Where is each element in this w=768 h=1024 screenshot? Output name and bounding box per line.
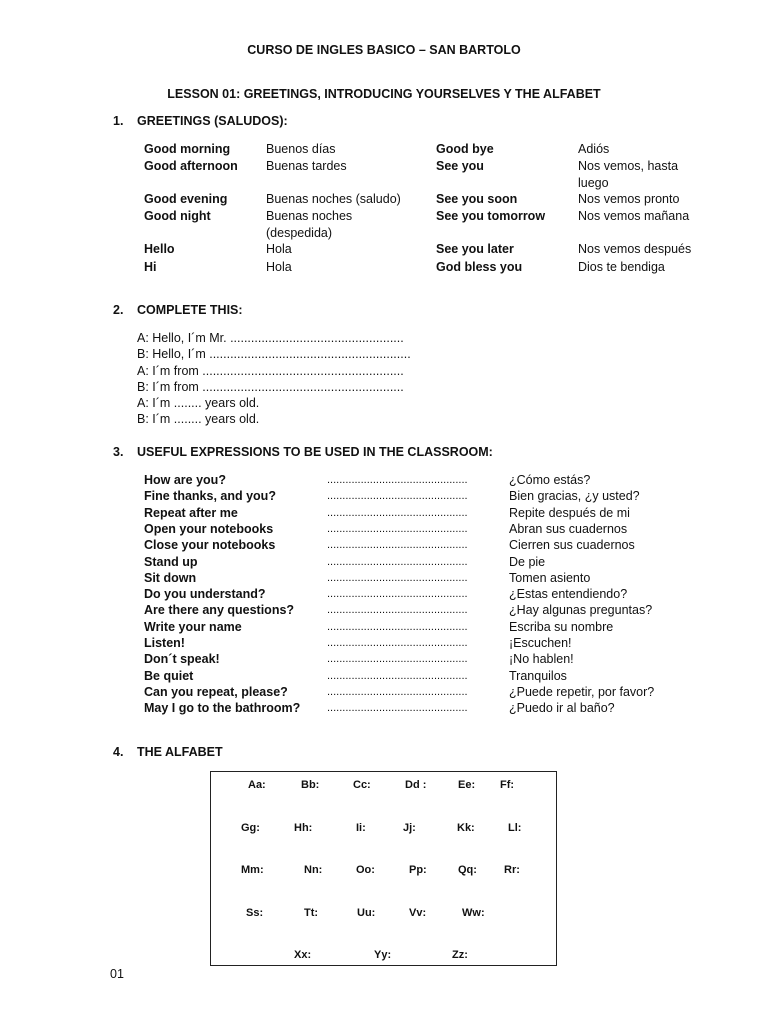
greeting-english: Hi xyxy=(144,260,157,274)
greeting-spanish: Buenas noches (despedida) xyxy=(266,209,353,240)
greeting-english: God bless you xyxy=(436,260,523,274)
exercise-line: A: I´m from .......................................................... xyxy=(137,363,404,378)
expression-dots: .............................................. xyxy=(327,555,468,568)
greeting-spanish: Adiós xyxy=(578,142,610,156)
alphabet-letter: Qq: xyxy=(458,864,477,876)
expression-dots: .............................................. xyxy=(327,539,468,552)
alphabet-letter: Bb: xyxy=(301,779,320,791)
expression-dots: .............................................. xyxy=(327,474,468,486)
expression-english: Close your notebooks xyxy=(144,538,276,553)
alphabet-letter: Yy: xyxy=(374,949,392,961)
exercise-line: B: I´m ........ years old. xyxy=(137,412,260,427)
greeting-spanish: Hola xyxy=(266,260,292,274)
greeting-spanish: Buenas tardes xyxy=(266,159,347,173)
alphabet-letter: Uu: xyxy=(357,907,376,919)
section-number: 4. xyxy=(113,745,124,759)
greeting-spanish: Buenas noches (saludo) xyxy=(266,192,401,206)
expression-dots: .............................................. xyxy=(327,571,468,584)
expression-dots: .............................................. xyxy=(327,653,468,666)
greeting-spanish: Buenos días xyxy=(266,142,336,156)
alphabet-letter: Mm: xyxy=(241,864,264,876)
greeting-english: See you soon xyxy=(436,192,518,206)
alphabet-letter: Nn: xyxy=(304,864,323,876)
expression-spanish: ¿Hay algunas preguntas? xyxy=(509,603,653,618)
expression-spanish: Escriba su nombre xyxy=(509,619,614,634)
complete-exercise xyxy=(137,330,411,428)
expression-english: Fine thanks, and you? xyxy=(144,489,276,504)
alphabet-letter: Kk: xyxy=(457,822,475,834)
greeting-spanish: Nos vemos después xyxy=(578,242,692,256)
alphabet-letter: Pp: xyxy=(409,864,427,876)
expression-english: Are there any questions? xyxy=(144,603,295,618)
greeting-english: See you tomorrow xyxy=(436,209,546,223)
exercise-line: A: Hello, I´m Mr. .................................................. xyxy=(137,331,404,345)
alphabet-letter: Gg: xyxy=(241,822,260,834)
expression-spanish: ¡No hablen! xyxy=(509,652,574,667)
expression-dots: .............................................. xyxy=(327,637,468,649)
alphabet-letter: Tt: xyxy=(304,907,319,919)
expression-spanish: ¡Escuchen! xyxy=(509,636,572,650)
alphabet-letter: Xx: xyxy=(294,949,312,961)
expression-english: Sit down xyxy=(144,570,197,585)
expression-spanish: Abran sus cuadernos xyxy=(509,521,628,536)
greeting-english: Good morning xyxy=(144,142,231,156)
greeting-spanish: Nos vemos pronto xyxy=(578,192,680,206)
section-number: 3. xyxy=(113,445,124,459)
expression-spanish: Repite después de mi xyxy=(509,505,630,520)
greeting-spanish: Hola xyxy=(266,242,292,256)
section-title-complete: COMPLETE THIS: xyxy=(137,303,243,317)
greeting-spanish: Nos vemos mañana xyxy=(578,209,690,223)
expression-english: Stand up xyxy=(144,554,198,569)
expression-spanish: ¿Puedo ir al baño? xyxy=(509,701,615,716)
alphabet-letter: Rr: xyxy=(504,864,520,876)
alphabet-letter: Dd : xyxy=(405,779,427,791)
expression-dots: .............................................. xyxy=(327,702,468,715)
expression-dots: .............................................. xyxy=(327,685,468,698)
section-title-greetings: GREETINGS (SALUDOS): xyxy=(137,114,288,128)
greeting-spanish: Nos vemos, hasta luego xyxy=(578,159,679,190)
alphabet-letter: Zz: xyxy=(452,949,468,961)
alphabet-box xyxy=(210,771,557,966)
greeting-english: See you later xyxy=(436,242,514,256)
alphabet-letter: Jj: xyxy=(403,822,416,834)
expression-dots: .............................................. xyxy=(327,490,468,503)
expression-dots: .............................................. xyxy=(327,522,468,535)
expression-dots: .............................................. xyxy=(327,620,468,633)
expression-english: Open your notebooks xyxy=(144,521,274,536)
expression-english: May I go to the bathroom? xyxy=(144,701,301,716)
expression-spanish: Tranquilos xyxy=(509,668,567,683)
greeting-english: Good bye xyxy=(436,142,494,156)
expression-dots: .............................................. xyxy=(327,588,468,601)
greeting-english: See you xyxy=(436,159,484,173)
greeting-english: Good afternoon xyxy=(144,159,238,173)
section-number: 1. xyxy=(113,114,124,128)
greeting-english: Good evening xyxy=(144,192,228,206)
document-title: CURSO DE INGLES BASICO – SAN BARTOLO xyxy=(247,43,521,57)
alphabet-letter: Hh: xyxy=(294,822,313,834)
expression-dots: .............................................. xyxy=(327,604,468,617)
page-number: 01 xyxy=(110,967,124,981)
section-title-alphabet: THE ALFABET xyxy=(137,745,223,759)
greeting-english: Good night xyxy=(144,209,211,223)
lesson-title: LESSON 01: GREETINGS, INTRODUCING YOURSELVES Y THE ALFABET xyxy=(167,87,601,101)
exercise-line: B: I´m from .......................................................... xyxy=(137,379,404,394)
expression-english: Listen! xyxy=(144,636,185,650)
exercise-line: A: I´m ........ years old. xyxy=(137,396,260,411)
section-title-expressions: USEFUL EXPRESSIONS TO BE USED IN THE CLASSROOM: xyxy=(137,445,493,459)
expression-english: Be quiet xyxy=(144,668,194,683)
expression-dots: .............................................. xyxy=(327,669,468,682)
alphabet-letter: Vv: xyxy=(409,907,427,919)
alphabet-letter: Ll: xyxy=(508,822,522,834)
expression-spanish: Tomen asiento xyxy=(509,570,591,585)
alphabet-letter: Ii: xyxy=(356,822,366,834)
exercise-line: B: Hello, I´m .......................................................... xyxy=(137,347,411,362)
alphabet-letter: Cc: xyxy=(353,779,371,791)
expression-dots: .............................................. xyxy=(327,506,468,519)
expression-english: Repeat after me xyxy=(144,505,238,520)
expression-spanish: ¿Estas entendiendo? xyxy=(509,587,628,602)
alphabet-letter: Ww: xyxy=(462,907,485,919)
alphabet-letter: Ee: xyxy=(458,779,476,791)
alphabet-letter: Ff: xyxy=(500,779,515,791)
greeting-spanish: Dios te bendiga xyxy=(578,260,665,274)
expression-english: Write your name xyxy=(144,619,242,634)
expression-english: How are you? xyxy=(144,473,226,487)
alphabet-letter: Aa: xyxy=(248,779,266,791)
expression-spanish: Cierren sus cuadernos xyxy=(509,538,635,553)
expression-spanish: De pie xyxy=(509,554,546,569)
expression-spanish: ¿Cómo estás? xyxy=(509,473,591,487)
section-number: 2. xyxy=(113,303,124,317)
expression-english: Do you understand? xyxy=(144,587,266,602)
expression-english: Can you repeat, please? xyxy=(144,684,288,699)
greeting-english: Hello xyxy=(144,242,175,256)
expression-spanish: Bien gracias, ¿y usted? xyxy=(509,489,640,504)
expression-spanish: ¿Puede repetir, por favor? xyxy=(509,684,655,699)
expression-english: Don´t speak! xyxy=(144,652,220,667)
alphabet-letter: Ss: xyxy=(246,907,264,919)
alphabet-letter: Oo: xyxy=(356,864,375,876)
